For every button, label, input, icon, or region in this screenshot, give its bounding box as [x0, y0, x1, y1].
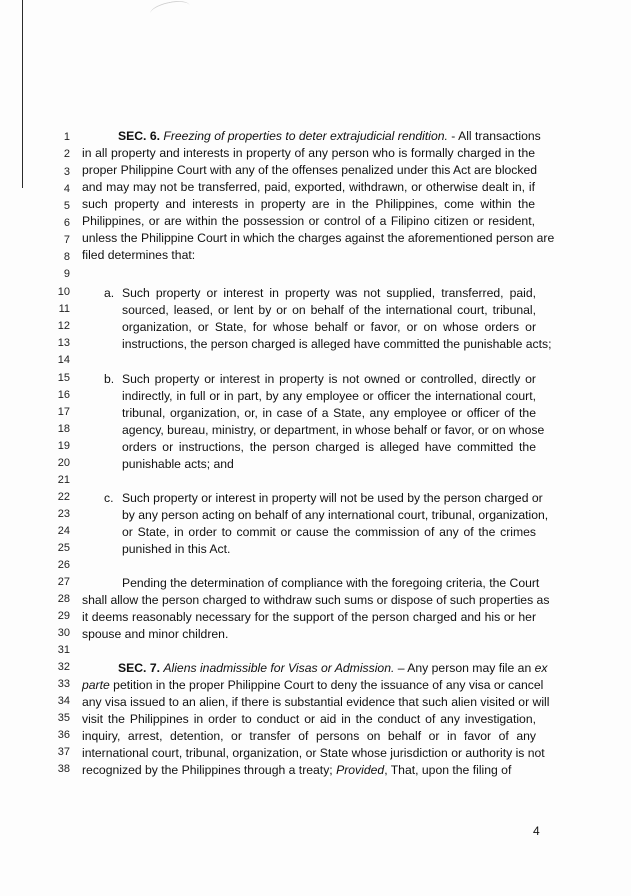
line-number: 34	[57, 695, 70, 707]
item-b-line: tribunal, organization, or, in case of a State, any employee or officer of the	[122, 406, 536, 420]
sec6-line: such property and interests in property are in the Philippines, come within the	[82, 197, 535, 211]
line-number: 30	[57, 627, 70, 639]
line-number: 24	[57, 525, 70, 537]
line-number: 5	[63, 200, 70, 212]
line-number: 32	[57, 661, 70, 673]
line-number: 3	[63, 166, 70, 178]
sec6-first-line-rest: - All transactions	[447, 129, 541, 143]
pending-line: spouse and minor children.	[82, 627, 229, 641]
line-number: 35	[57, 712, 70, 724]
page-number: 4	[533, 824, 540, 838]
line-number: 28	[57, 593, 70, 605]
line-number: 11	[58, 303, 70, 315]
line-number: 7	[63, 234, 70, 246]
line-number: 19	[57, 440, 70, 452]
line-number: 18	[57, 423, 70, 435]
line-number: 33	[57, 678, 70, 690]
line-number: 21	[57, 474, 70, 486]
item-a-line: sourced, leased, or lent by or on behalf of the international court, tribunal,	[122, 303, 536, 317]
sec6-line: filed determines that:	[82, 248, 196, 262]
sec7-last-post: , That, upon the filing of	[384, 763, 512, 777]
sec7-line: international court, tribunal, organization, or State whose jurisdiction or authority is not	[82, 746, 545, 760]
line-number: 15	[57, 372, 70, 384]
sec7-line2-rest: petition in the proper Philippine Court to deny the issuance of any visa or cancel	[109, 678, 544, 692]
sec7-last-pre: recognized by the Philippines through a treaty;	[82, 763, 337, 777]
sec6-heading-line	[118, 129, 541, 144]
line-number: 38	[57, 763, 70, 775]
sec6-line: proper Philippine Court with any of the offenses penalized under this Act are blocked	[82, 163, 538, 177]
line-number: 6	[63, 217, 70, 229]
pending-line: it deems reasonably necessary for the support of the person charged and his or her	[82, 610, 536, 624]
line-number: 12	[57, 320, 70, 332]
item-b-line: Such property or interest in property is not owned or controlled, directly or	[122, 372, 536, 386]
scan-margin-line	[22, 0, 23, 188]
line-number: 10	[57, 286, 70, 298]
sec6-line: unless the Philippine Court in which the charges against the aforementioned person are	[82, 231, 555, 245]
line-number: 17	[57, 406, 70, 418]
scan-smudge	[149, 0, 191, 21]
sec6-heading: SEC. 6.	[118, 129, 160, 143]
sec7-line: visit the Philippines in order to conduct or aid in the conduct of any investigation,	[82, 712, 536, 726]
line-number: 31	[57, 644, 70, 656]
sec7-line-2	[82, 678, 544, 693]
item-a-line: organization, or State, for whose behalf or favor, or on whose orders or	[122, 320, 536, 334]
sec7-provided: Provided	[336, 763, 385, 777]
item-b-line: punishable acts; and	[122, 457, 234, 471]
item-b-line: indirectly, in full or in part, by any employee or officer the international court,	[122, 389, 536, 403]
pending-line: shall allow the person charged to withdraw such sums or dispose of such properties as	[82, 593, 550, 607]
sec7-ex: ex	[534, 661, 548, 675]
sec7-last-line	[82, 763, 536, 778]
line-number: 27	[57, 576, 70, 588]
item-a-line: instructions, the person charged is alleged have committed the punishable acts;	[122, 337, 552, 351]
sec7-title: Aliens inadmissible for Visas or Admission.	[163, 661, 395, 675]
line-number: 4	[63, 183, 70, 195]
sec7-parte: parte	[82, 678, 110, 692]
item-b-line: agency, bureau, ministry, or department, in whose behalf or favor, or on whose	[122, 423, 545, 437]
item-c-line: or State, in order to commit or cause the commission of any of the crimes	[122, 525, 536, 539]
line-number: 25	[57, 542, 70, 554]
line-number: 16	[57, 389, 70, 401]
item-c-line: punished in this Act.	[122, 542, 231, 556]
item-c-line: by any person acting on behalf of any international court, tribunal, organization,	[122, 508, 549, 522]
line-number: 29	[57, 610, 70, 622]
line-number: 14	[57, 354, 70, 366]
line-number: 36	[57, 729, 70, 741]
item-c-marker: c.	[104, 491, 114, 505]
item-b-marker: b.	[104, 372, 115, 386]
line-number: 9	[63, 268, 70, 280]
sec7-heading: SEC. 7.	[118, 661, 160, 675]
line-number: 13	[57, 337, 70, 349]
sec6-title: Freezing of properties to deter extrajudicial rendition.	[163, 129, 448, 143]
sec6-line: and may may not be transferred, paid, exported, withdrawn, or otherwise dealt in, if	[82, 180, 535, 194]
line-number: 23	[57, 508, 70, 520]
item-a-marker: a.	[104, 286, 115, 300]
sec7-heading-line	[118, 661, 548, 676]
line-number: 1	[63, 131, 70, 143]
sec7-first-line-rest: – Any person may file an	[394, 661, 535, 675]
line-number: 26	[57, 559, 70, 571]
sec6-line: Philippines, or are within the possession or control of a Filipino citizen or resident,	[82, 214, 535, 228]
item-c-line: Such property or interest in property will not be used by the person charged or	[122, 491, 543, 505]
item-a-line: Such property or interest in property was not supplied, transferred, paid,	[122, 286, 536, 300]
line-number: 8	[63, 251, 70, 263]
sec7-line: any visa issued to an alien, if there is substantial evidence that such alien visited or will	[82, 695, 550, 709]
line-number: 37	[57, 746, 70, 758]
line-number: 20	[57, 457, 70, 469]
line-number: 2	[63, 148, 70, 160]
item-b-line: orders or instructions, the person charged is alleged have committed the	[122, 440, 536, 454]
sec7-line: inquiry, arrest, detention, or transfer of persons on behalf or in favor of any	[82, 729, 536, 743]
sec6-line: in all property and interests in property of any person who is formally charged in the	[82, 146, 535, 160]
line-number: 22	[57, 491, 70, 503]
pending-line: Pending the determination of compliance with the foregoing criteria, the Court	[122, 576, 540, 590]
